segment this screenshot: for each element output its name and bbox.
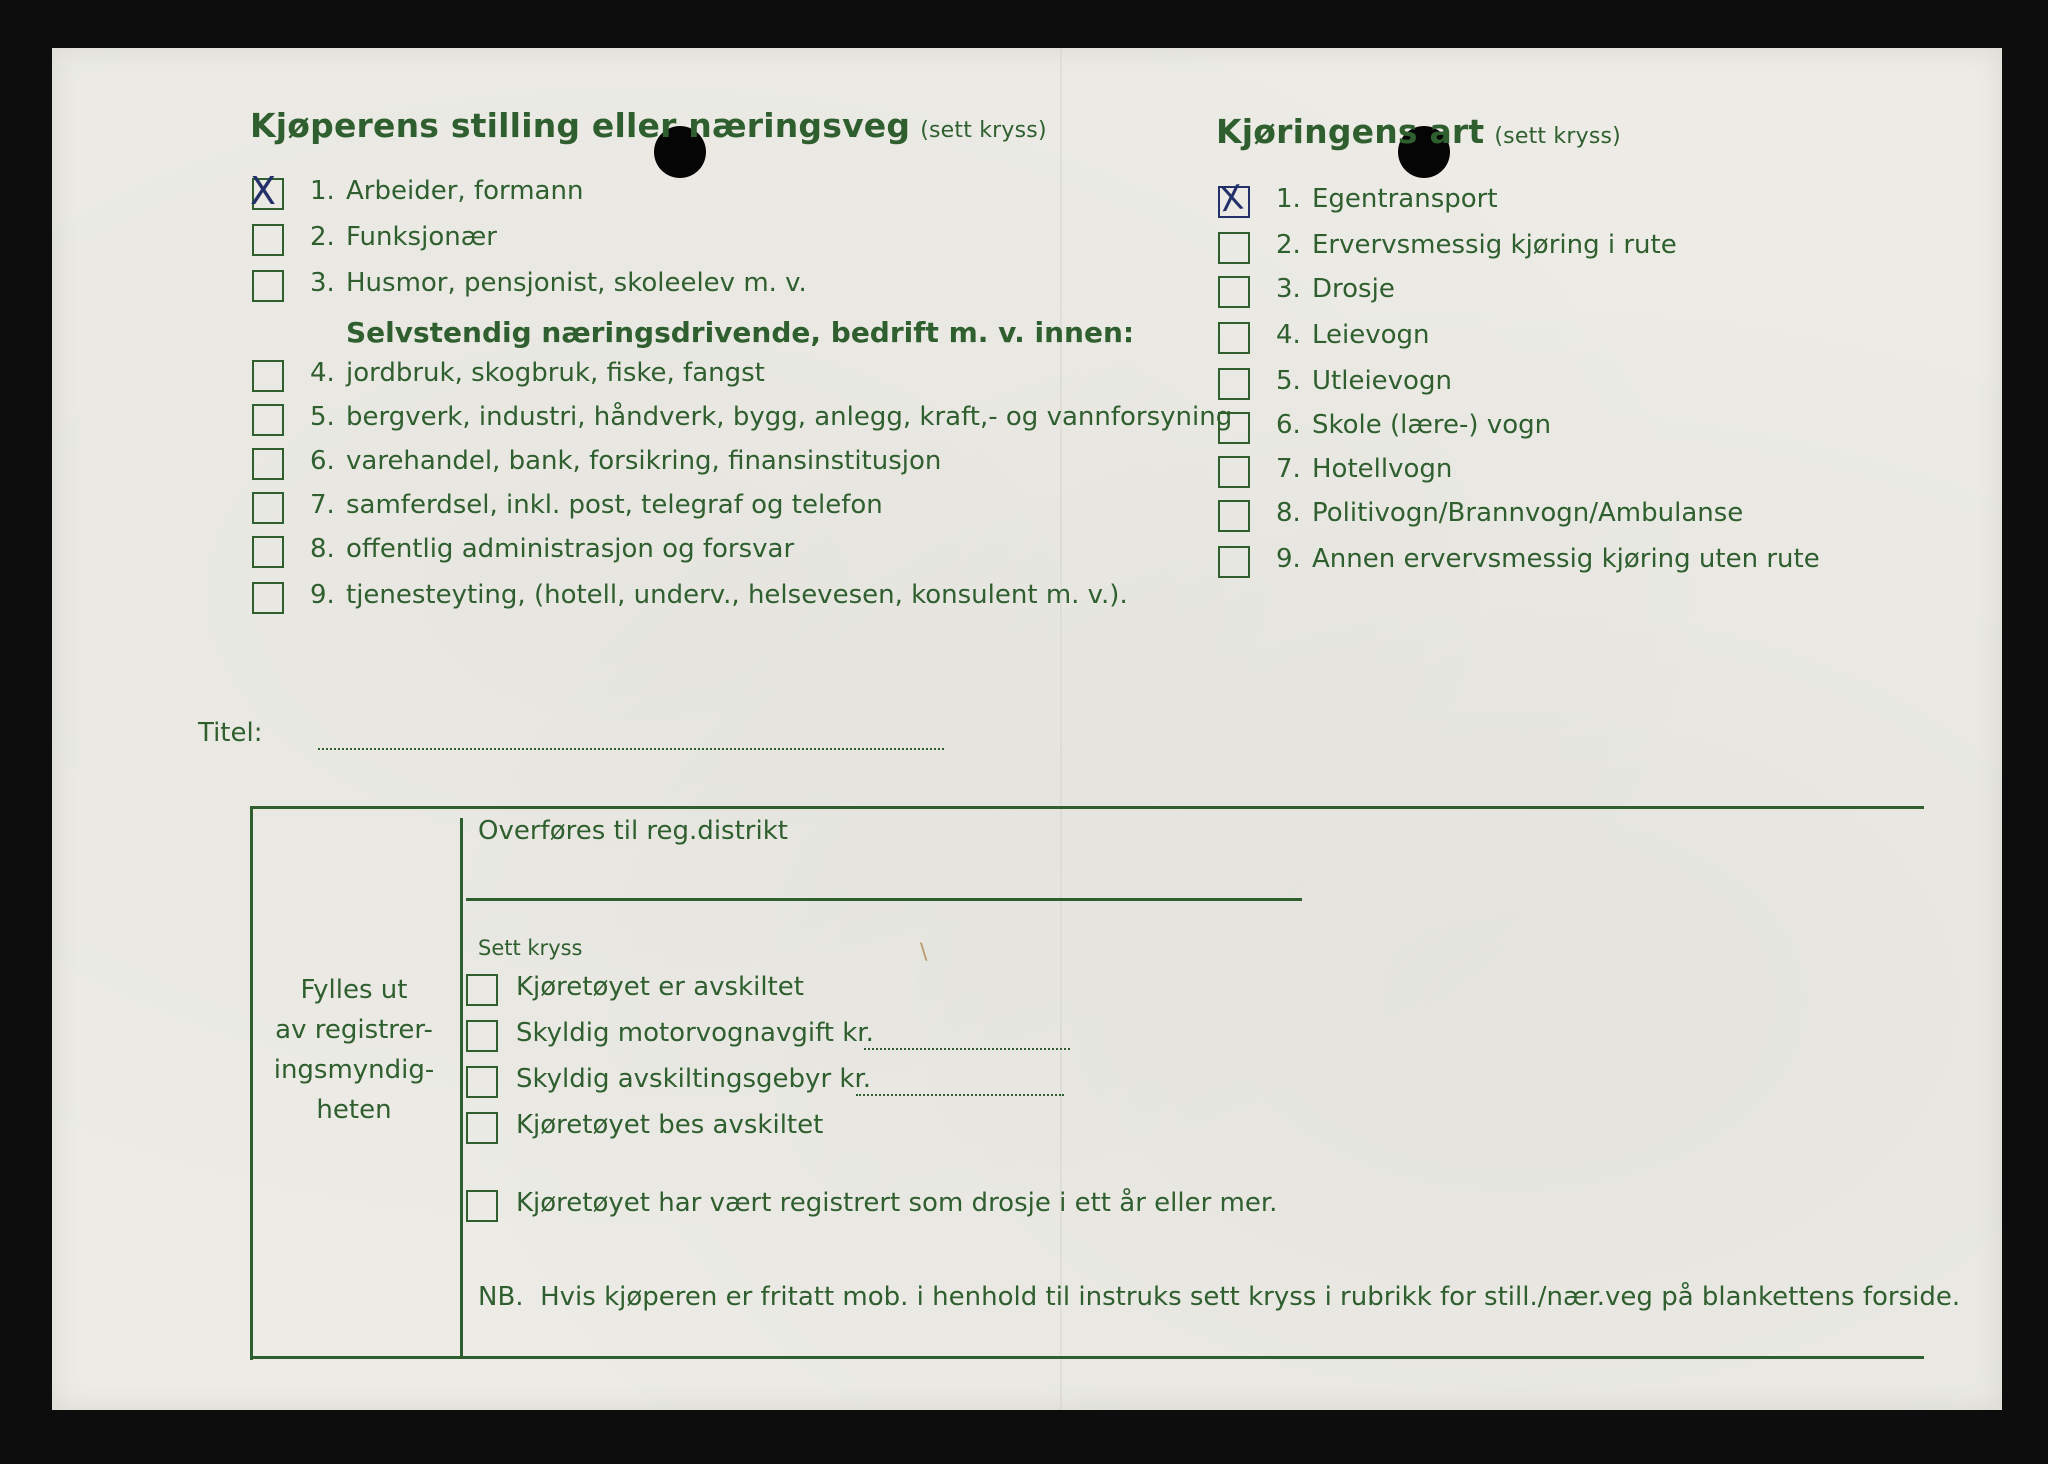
driving-type-hint: (sett kryss)	[1494, 124, 1621, 149]
reg-checkbox-drosje[interactable]	[466, 1190, 498, 1222]
reg-checkbox-1[interactable]	[466, 974, 498, 1006]
buyer-occupation-title: Kjøperens stilling eller næringsveg	[250, 106, 911, 145]
occupation-label-5: bergverk, industri, håndverk, bygg, anlegg, kraft,- og vannforsyning	[346, 402, 1233, 432]
driving-num-3: 3.	[1276, 274, 1301, 304]
driving-num-9: 9.	[1276, 544, 1301, 574]
note-body: Hvis kjøperen er fritatt mob. i henhold til instruks sett kryss i rubrikk for still./nær.veg på blankettens forside.	[540, 1282, 1961, 1312]
reg-label-3: Skyldig avskiltingsgebyr kr.	[516, 1064, 872, 1094]
side-label-line-1: Fylles ut	[300, 975, 408, 1005]
driving-checkbox-8[interactable]	[1218, 500, 1250, 532]
buyer-occupation-hint: (sett kryss)	[920, 118, 1047, 143]
reg-label-4: Kjøretøyet bes avskiltet	[516, 1110, 824, 1140]
reg-label-1: Kjøretøyet er avskiltet	[516, 972, 804, 1002]
title-label: Titel:	[198, 718, 263, 748]
occupation-label-8: offentlig administrasjon og forsvar	[346, 534, 795, 564]
side-label-line-3: ingsmyndig-	[273, 1055, 435, 1085]
occupation-label-4: jordbruk, skogbruk, fiske, fangst	[346, 358, 765, 388]
side-label-line-2: av registrer-	[275, 1015, 433, 1045]
occupation-num-3: 3.	[310, 268, 335, 298]
driving-num-7: 7.	[1276, 454, 1301, 484]
occupation-num-7: 7.	[310, 490, 335, 520]
driving-type-title: Kjøringens art	[1216, 112, 1485, 151]
transfer-district-label: Overføres til reg.distrikt	[478, 816, 788, 846]
occupation-checkbox-1[interactable]	[250, 169, 284, 213]
driving-num-5: 5.	[1276, 366, 1301, 396]
occupation-label-7: samferdsel, inkl. post, telegraf og telefon	[346, 490, 883, 520]
occupation-checkbox-7[interactable]	[252, 492, 284, 524]
driving-label-4: Leievogn	[1312, 320, 1430, 350]
driving-checkbox-9[interactable]	[1218, 546, 1250, 578]
driving-num-4: 4.	[1276, 320, 1301, 350]
check-mark-icon: X	[250, 169, 277, 213]
driving-label-3: Drosje	[1312, 274, 1395, 304]
driving-label-7: Hotellvogn	[1312, 454, 1453, 484]
driving-label-6: Skole (lære-) vogn	[1312, 410, 1552, 440]
driving-num-8: 8.	[1276, 498, 1301, 528]
reg-box-top-border	[250, 806, 1924, 809]
occupation-checkbox-6[interactable]	[252, 448, 284, 480]
driving-num-6: 6.	[1276, 410, 1301, 440]
driving-checkbox-3[interactable]	[1218, 276, 1250, 308]
occupation-label-9: tjenesteyting, (hotell, underv., helsevesen, konsulent m. v.).	[346, 580, 1128, 610]
occupation-num-9: 9.	[310, 580, 335, 610]
pen-mark-icon: \	[920, 940, 928, 965]
reg-label-drosje: Kjøretøyet har vært registrert som drosje i ett år eller mer.	[516, 1188, 1278, 1218]
driving-checkbox-5[interactable]	[1218, 368, 1250, 400]
title-field[interactable]	[318, 748, 944, 750]
side-label-line-4: heten	[316, 1095, 392, 1125]
set-cross-label: Sett kryss	[478, 936, 583, 960]
driving-label-9: Annen ervervsmessig kjøring uten rute	[1312, 544, 1820, 574]
occupation-checkbox-2[interactable]	[252, 224, 284, 256]
occupation-label-2: Funksjonær	[346, 222, 497, 252]
check-mark-icon: X	[1217, 177, 1246, 221]
occupation-num-6: 6.	[310, 446, 335, 476]
occupation-checkbox-8[interactable]	[252, 536, 284, 568]
occupation-label-1: Arbeider, formann	[346, 176, 584, 206]
driving-checkbox-4[interactable]	[1218, 322, 1250, 354]
reg-label-2: Skyldig motorvognavgift kr.	[516, 1018, 874, 1048]
driving-checkbox-7[interactable]	[1218, 456, 1250, 488]
reg-checkbox-4[interactable]	[466, 1112, 498, 1144]
registration-authority-label	[204, 970, 504, 1130]
occupation-num-8: 8.	[310, 534, 335, 564]
occupation-label-3: Husmor, pensjonist, skoleelev m. v.	[346, 268, 807, 298]
occupation-num-2: 2.	[310, 222, 335, 252]
self-employed-subheading: Selvstendig næringsdrivende, bedrift m. v. innen:	[346, 316, 1135, 349]
occupation-num-5: 5.	[310, 402, 335, 432]
driving-checkbox-6[interactable]	[1218, 412, 1250, 444]
driving-checkbox-1[interactable]	[1217, 177, 1250, 221]
driving-label-2: Ervervsmessig kjøring i rute	[1312, 230, 1677, 260]
driving-label-8: Politivogn/Brannvogn/Ambulanse	[1312, 498, 1744, 528]
occupation-num-4: 4.	[310, 358, 335, 388]
driving-checkbox-2[interactable]	[1218, 232, 1250, 264]
occupation-checkbox-5[interactable]	[252, 404, 284, 436]
note-prefix: NB.	[478, 1282, 524, 1312]
occupation-checkbox-9[interactable]	[252, 582, 284, 614]
driving-label-5: Utleievogn	[1312, 366, 1452, 396]
driving-num-2: 2.	[1276, 230, 1301, 260]
occupation-label-6: varehandel, bank, forsikring, finansinstitusjon	[346, 446, 942, 476]
note-text	[478, 1282, 1960, 1312]
transfer-underline	[466, 898, 1302, 901]
driving-num-1: 1.	[1276, 184, 1301, 214]
reg-checkbox-2[interactable]	[466, 1020, 498, 1052]
buyer-occupation-heading	[250, 106, 1047, 145]
occupation-num-1: 1.	[310, 176, 335, 206]
driving-label-1: Egentransport	[1312, 184, 1498, 214]
vehicle-tax-amount-field[interactable]	[864, 1048, 1070, 1050]
reg-box-bottom-border	[250, 1356, 1924, 1359]
occupation-checkbox-3[interactable]	[252, 270, 284, 302]
occupation-checkbox-4[interactable]	[252, 360, 284, 392]
plate-fee-amount-field[interactable]	[856, 1094, 1064, 1096]
driving-type-heading	[1216, 112, 1621, 151]
reg-checkbox-3[interactable]	[466, 1066, 498, 1098]
